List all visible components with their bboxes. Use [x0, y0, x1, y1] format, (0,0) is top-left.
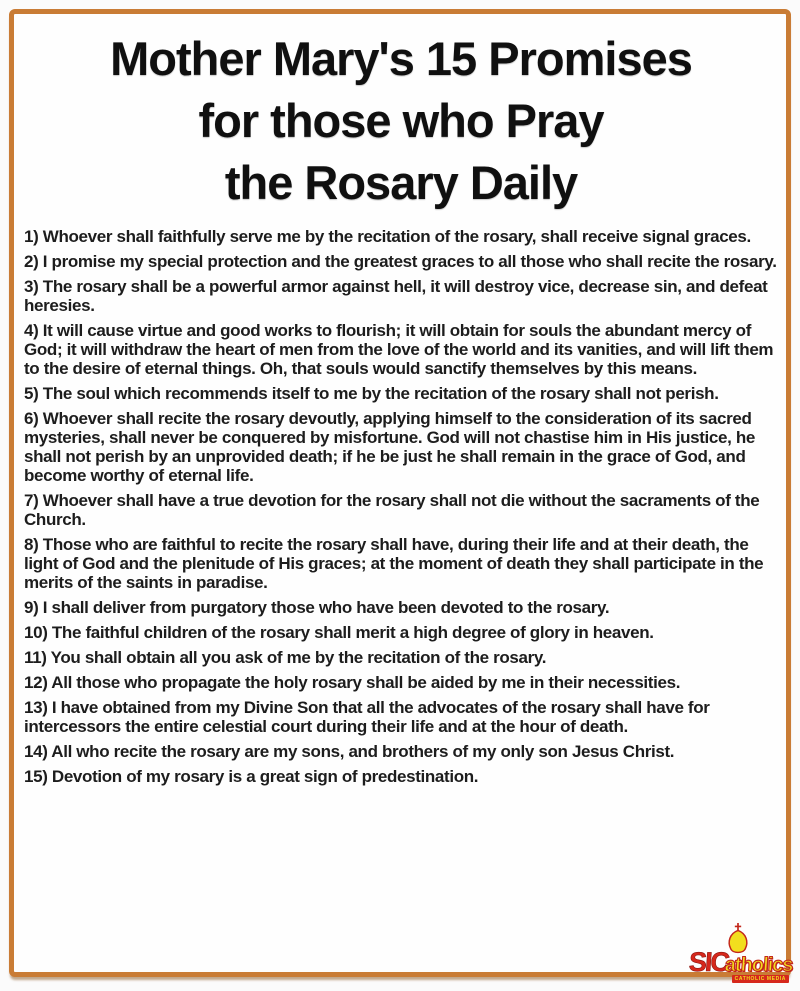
- logo-wordmark: [688, 949, 793, 976]
- promise-item-6: 6) Whoever shall recite the rosary devoutly, applying himself to the consideration of its sacred mysteries, shall never be conquered by misfortune. God will not chastise him in His justice, he shall not perish by an unprovided death; if he be just he shall remain in the grace of God, and become worthy of eternal life.: [24, 409, 756, 485]
- title-line-2: for those who Pray: [198, 94, 604, 147]
- poster-frame: [9, 9, 794, 977]
- promise-item-10: 10) The faithful children of the rosary shall merit a high degree of glory in heaven.: [24, 623, 654, 642]
- logo-text-red: SIC: [687, 947, 730, 977]
- promise-item-15: 15) Devotion of my rosary is a great sign of predestination.: [24, 767, 479, 786]
- promise-item-11: 11) You shall obtain all you ask of me by the recitation of the rosary.: [24, 648, 547, 667]
- logo-text-yellow: atholics: [724, 954, 794, 976]
- sicatholics-logo: [687, 934, 794, 982]
- promise-item-2: 2) I promise my special protection and the greatest graces to all those who shall recite the rosary.: [24, 252, 777, 271]
- promise-item-4: 4) It will cause virtue and good works to flourish; it will obtain for souls the abundant mercy of God; it will withdraw the heart of men from the love of the world and its vanities, and will lift them to the desire of eternal things. Oh, that souls would sanctify themselves by this means.: [24, 321, 774, 378]
- poster-title: [22, 28, 780, 214]
- promise-item-8: 8) Those who are faithful to recite the rosary shall have, during their life and at their death, the light of God and the plenitude of His graces; at the moment of death they shall participate in the merits of the saints in paradise.: [24, 535, 764, 592]
- promise-item-14: 14) All who recite the rosary are my sons, and brothers of my only son Jesus Christ.: [24, 742, 675, 761]
- promise-item-12: 12) All those who propagate the holy rosary shall be aided by me in their necessities.: [24, 673, 681, 692]
- promise-item-7: 7) Whoever shall have a true devotion for the rosary shall not die without the sacraments of the Church.: [24, 491, 760, 529]
- promise-item-13: 13) I have obtained from my Divine Son that all the advocates of the rosary shall have for intercessors the entire celestial court during their life and at the hour of death.: [24, 698, 710, 736]
- promise-item-1: 1) Whoever shall faithfully serve me by the recitation of the rosary, shall receive signal graces.: [24, 227, 751, 246]
- title-line-3: the Rosary Daily: [224, 156, 578, 209]
- promises-list: [24, 227, 778, 786]
- promise-item-3: 3) The rosary shall be a powerful armor against hell, it will destroy vice, decrease sin, and defeat heresies.: [24, 277, 768, 315]
- promise-item-9: 9) I shall deliver from purgatory those who have been devoted to the rosary.: [24, 598, 610, 617]
- title-line-1: Mother Mary's 15 Promises: [110, 32, 692, 85]
- promise-item-5: 5) The soul which recommends itself to me by the recitation of the rosary shall not perish.: [24, 384, 719, 403]
- logo-subtext: CATHOLIC MEDIA: [732, 975, 789, 983]
